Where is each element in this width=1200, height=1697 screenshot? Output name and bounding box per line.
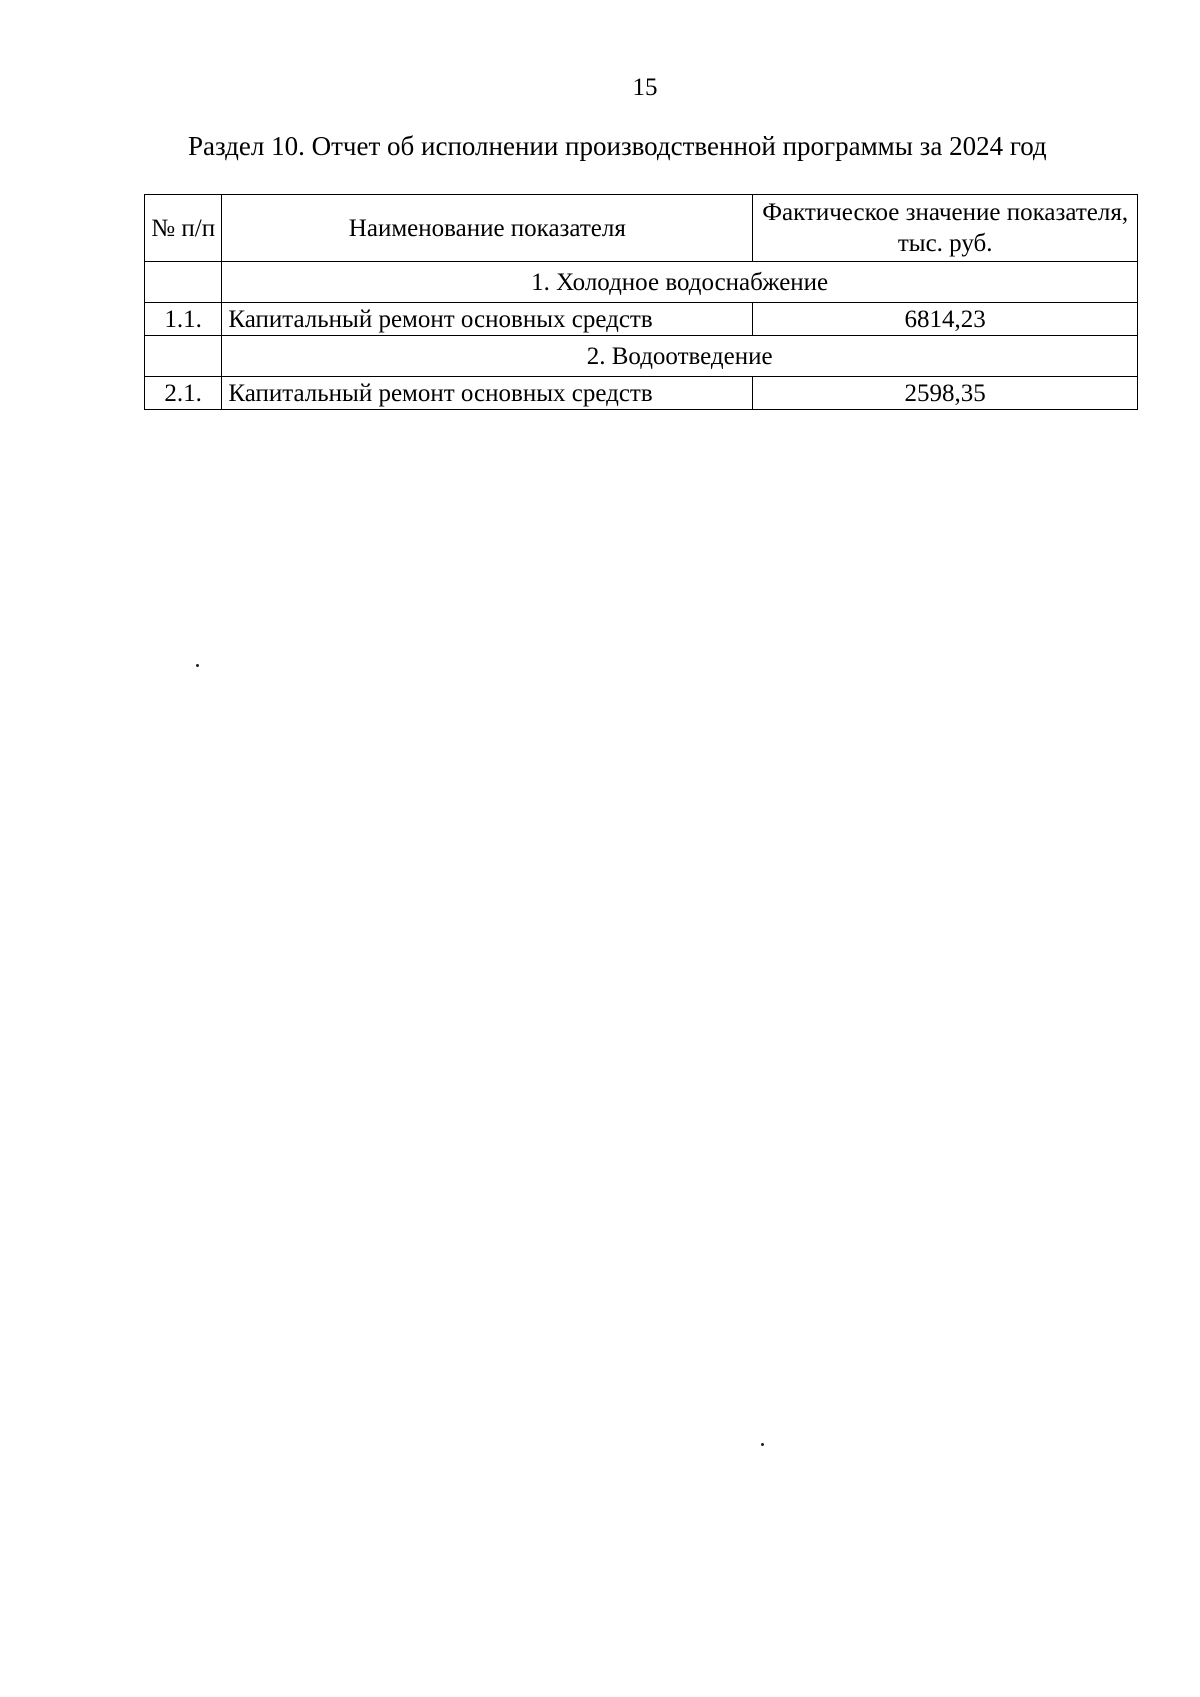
row-name: Капитальный ремонт основных средств (222, 303, 753, 336)
table-row (145, 303, 1138, 336)
section-label: 1. Холодное водоснабжение (222, 262, 1138, 303)
header-value: Фактическое значение показателя, тыс. руб. (753, 195, 1138, 262)
section-row-wastewater (145, 336, 1138, 377)
table-row (145, 377, 1138, 410)
section-label: 2. Водоотведение (222, 336, 1138, 377)
row-value: 6814,23 (753, 303, 1138, 336)
header-num: № п/п (145, 195, 222, 262)
row-num: 2.1. (145, 377, 222, 410)
report-table (144, 194, 1138, 410)
row-value: 2598,35 (753, 377, 1138, 410)
section-num-empty (145, 336, 222, 377)
row-num: 1.1. (145, 303, 222, 336)
scan-speck (761, 1443, 764, 1446)
header-name: Наименование показателя (222, 195, 753, 262)
section-row-cold-water (145, 262, 1138, 303)
scan-speck (196, 664, 199, 667)
table-header-row (145, 195, 1138, 262)
section-title: Раздел 10. Отчет об исполнении производственной программы за 2024 год (188, 131, 1047, 161)
section-num-empty (145, 262, 222, 303)
page-number: 15 (632, 74, 658, 101)
row-name: Капитальный ремонт основных средств (222, 377, 753, 410)
